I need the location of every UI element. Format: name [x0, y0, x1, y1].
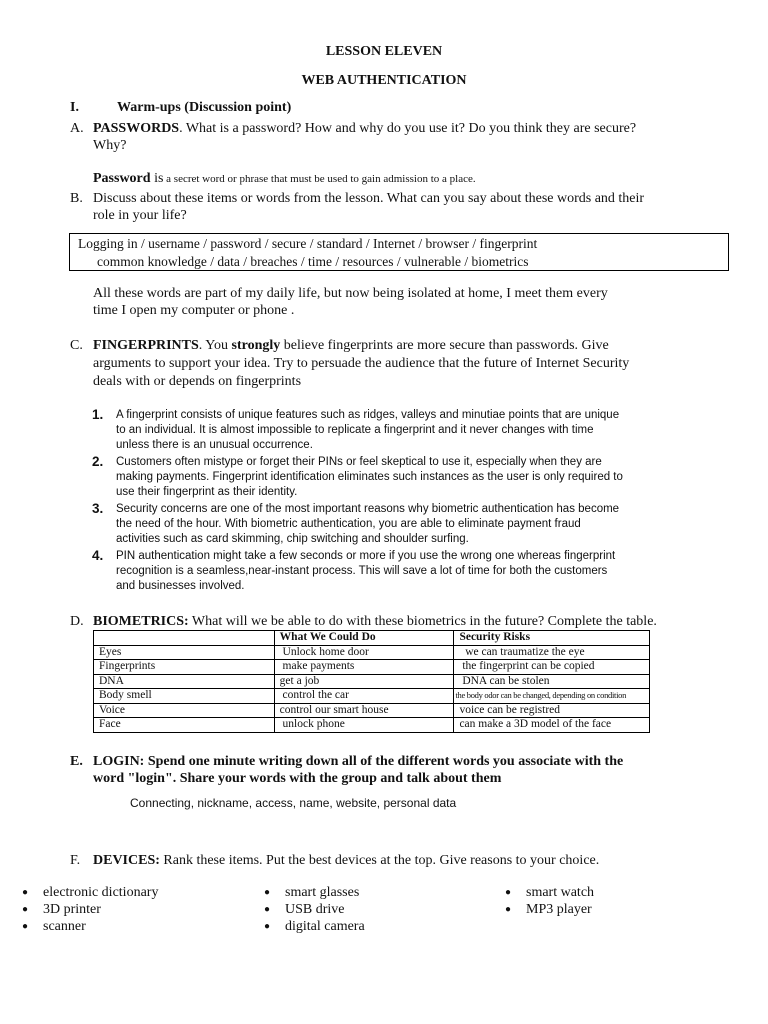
table-cell: get a job	[274, 674, 454, 689]
device-label: smart watch	[526, 885, 595, 900]
table-cell: control the car	[274, 689, 454, 704]
table-header: What We Could Do	[274, 631, 454, 646]
argument-item	[92, 455, 702, 502]
table-cell: can make a 3D model of the face	[454, 718, 650, 733]
section-d-text	[93, 613, 733, 630]
argument-line: use their fingerprint as their identity.	[116, 486, 298, 498]
section-b-label: B.	[70, 191, 83, 206]
passwords-question: . What is a password? How and why do you use it? Do you think they are secure?	[179, 121, 637, 136]
list-item	[262, 884, 365, 901]
table-row	[94, 645, 650, 660]
device-label: smart glasses	[285, 885, 360, 900]
vocabulary-line-2: common knowledge / data / breaches / time / resources / vulnerable / biometrics	[97, 254, 529, 269]
argument-number: 4.	[92, 548, 104, 563]
biometrics-question: What will we be able to do with these biometrics in the future? Complete the table.	[188, 614, 657, 629]
argument-line: PIN authentication might take a few seconds or more if you use the wrong one whereas fingerprint	[116, 550, 616, 562]
bullet-icon: ●	[22, 921, 29, 932]
fingerprints-text-1: . You	[198, 338, 232, 353]
table-header: Security Risks	[454, 631, 650, 646]
devices-heading: DEVICES:	[93, 853, 160, 868]
bullet-icon: ●	[264, 887, 271, 898]
section-b-answer-2: time I open my computer or phone .	[93, 303, 295, 318]
section-c-line-2: arguments to support your idea. Try to persuade the audience that the future of Internet Security	[93, 356, 630, 371]
table-row	[94, 703, 650, 718]
bullet-icon: ●	[22, 887, 29, 898]
section-a-text-2: Why?	[93, 138, 127, 153]
bullet-icon: ●	[22, 904, 29, 915]
table-header-row	[94, 631, 650, 646]
section-c-line-1	[93, 337, 713, 354]
password-is: is	[150, 171, 164, 186]
vocabulary-line-1: Logging in / username / password / secure / standard / Internet / browser / fingerprint	[78, 236, 538, 251]
bullet-icon: ●	[505, 887, 512, 898]
argument-line: unless there is an unusual occurrence.	[116, 439, 313, 451]
table-cell: Unlock home door	[274, 645, 454, 660]
device-label: USB drive	[285, 902, 345, 917]
list-item	[503, 884, 594, 901]
table-cell: DNA can be stolen	[454, 674, 650, 689]
password-term: Password	[93, 171, 151, 186]
password-definition	[93, 170, 713, 188]
table-cell: the body odor can be changed, depending on condition	[454, 689, 650, 704]
biometrics-heading: BIOMETRICS:	[93, 614, 189, 629]
argument-item	[92, 408, 702, 455]
table-cell: Eyes	[94, 645, 275, 660]
table-cell: DNA	[94, 674, 275, 689]
argument-line: A fingerprint consists of unique features such as ridges, valleys and minutiae points that are unique	[116, 409, 620, 421]
list-item	[20, 901, 158, 918]
table-cell: Face	[94, 718, 275, 733]
argument-line: making payments. Fingerprint identification eliminates such instances as the user is only required to	[116, 471, 623, 483]
list-item	[503, 901, 594, 918]
devices-column-3	[503, 884, 594, 918]
section-f-text	[93, 852, 733, 869]
strongly-word: strongly	[231, 338, 281, 353]
biometrics-table	[93, 630, 650, 733]
section-b-answer-1: All these words are part of my daily life, but now being isolated at home, I meet them every	[93, 286, 608, 301]
bullet-icon: ●	[264, 904, 271, 915]
list-item	[20, 884, 158, 901]
table-cell: Voice	[94, 703, 275, 718]
argument-line: and businesses involved.	[116, 580, 245, 592]
section-i-label: I.	[70, 100, 79, 115]
table-cell: make payments	[274, 660, 454, 675]
section-f-label: F.	[70, 853, 81, 868]
bullet-icon: ●	[505, 904, 512, 915]
argument-line: Customers often mistype or forget their PINs or feel skeptical to use it, especially when they are	[116, 456, 602, 468]
fingerprints-text-2: believe fingerprints are more secure than passwords. Give	[280, 338, 609, 353]
section-e-line-2: word "login". Share your words with the group and talk about them	[93, 771, 502, 786]
section-i-title: Warm-ups (Discussion point)	[117, 100, 292, 115]
table-header	[94, 631, 275, 646]
section-a-text	[93, 120, 713, 137]
list-item	[262, 901, 365, 918]
table-cell: we can traumatize the eye	[454, 645, 650, 660]
device-label: MP3 player	[526, 902, 592, 917]
argument-line: activities such as card skimming, chip switching and shoulder surfing.	[116, 533, 469, 545]
argument-number: 3.	[92, 501, 104, 516]
argument-line: the need of the hour. With biometric authentication, you are able to eliminate payment fraud	[116, 518, 581, 530]
devices-column-2	[262, 884, 365, 935]
device-label: scanner	[43, 919, 86, 934]
fingerprints-heading: FINGERPRINTS	[93, 338, 199, 353]
argument-line: Security concerns are one of the most important reasons why biometric authentication has become	[116, 503, 620, 515]
table-row	[94, 689, 650, 704]
section-e-label: E.	[70, 754, 83, 769]
list-item	[20, 918, 158, 935]
list-item	[262, 918, 365, 935]
passwords-heading: PASSWORDS	[93, 121, 180, 136]
table-row	[94, 674, 650, 689]
table-cell: the fingerprint can be copied	[454, 660, 650, 675]
section-e-line-1: LOGIN: Spend one minute writing down all of the different words you associate with the	[93, 754, 624, 769]
table-cell: Body smell	[94, 689, 275, 704]
password-definition-text: a secret word or phrase that must be used to gain admission to a place.	[163, 173, 476, 185]
argument-item	[92, 502, 702, 549]
login-answer: Connecting, nickname, access, name, website, personal data	[130, 796, 457, 810]
section-b-line-2: role in your life?	[93, 208, 187, 223]
table-cell: voice can be registred	[454, 703, 650, 718]
bullet-icon: ●	[264, 921, 271, 932]
argument-line: recognition is a seamless,near-instant process. This will save a lot of time for both the customers	[116, 565, 608, 577]
lesson-title: LESSON ELEVEN	[325, 44, 443, 59]
argument-number: 1.	[92, 407, 104, 422]
table-row	[94, 718, 650, 733]
lesson-subtitle: WEB AUTHENTICATION	[301, 73, 467, 88]
section-c-label: C.	[70, 338, 83, 353]
device-label: 3D printer	[43, 902, 101, 917]
device-label: digital camera	[285, 919, 365, 934]
argument-item	[92, 549, 702, 596]
table-cell: control our smart house	[274, 703, 454, 718]
section-d-label: D.	[70, 614, 84, 629]
section-a-label: A.	[70, 121, 84, 136]
table-cell: Fingerprints	[94, 660, 275, 675]
fingerprint-arguments-list	[92, 408, 702, 596]
argument-line: to an individual. It is almost impossible to replicate a fingerprint and it never changes with time	[116, 424, 594, 436]
devices-instruction: Rank these items. Put the best devices at the top. Give reasons to your choice.	[159, 853, 600, 868]
argument-number: 2.	[92, 454, 104, 469]
vocabulary-box	[69, 233, 729, 271]
table-row	[94, 660, 650, 675]
device-label: electronic dictionary	[43, 885, 159, 900]
table-cell: unlock phone	[274, 718, 454, 733]
section-b-line-1: Discuss about these items or words from the lesson. What can you say about these words and their	[93, 191, 645, 206]
section-c-line-3: deals with or depends on fingerprints	[93, 374, 302, 389]
devices-column-1	[20, 884, 158, 935]
